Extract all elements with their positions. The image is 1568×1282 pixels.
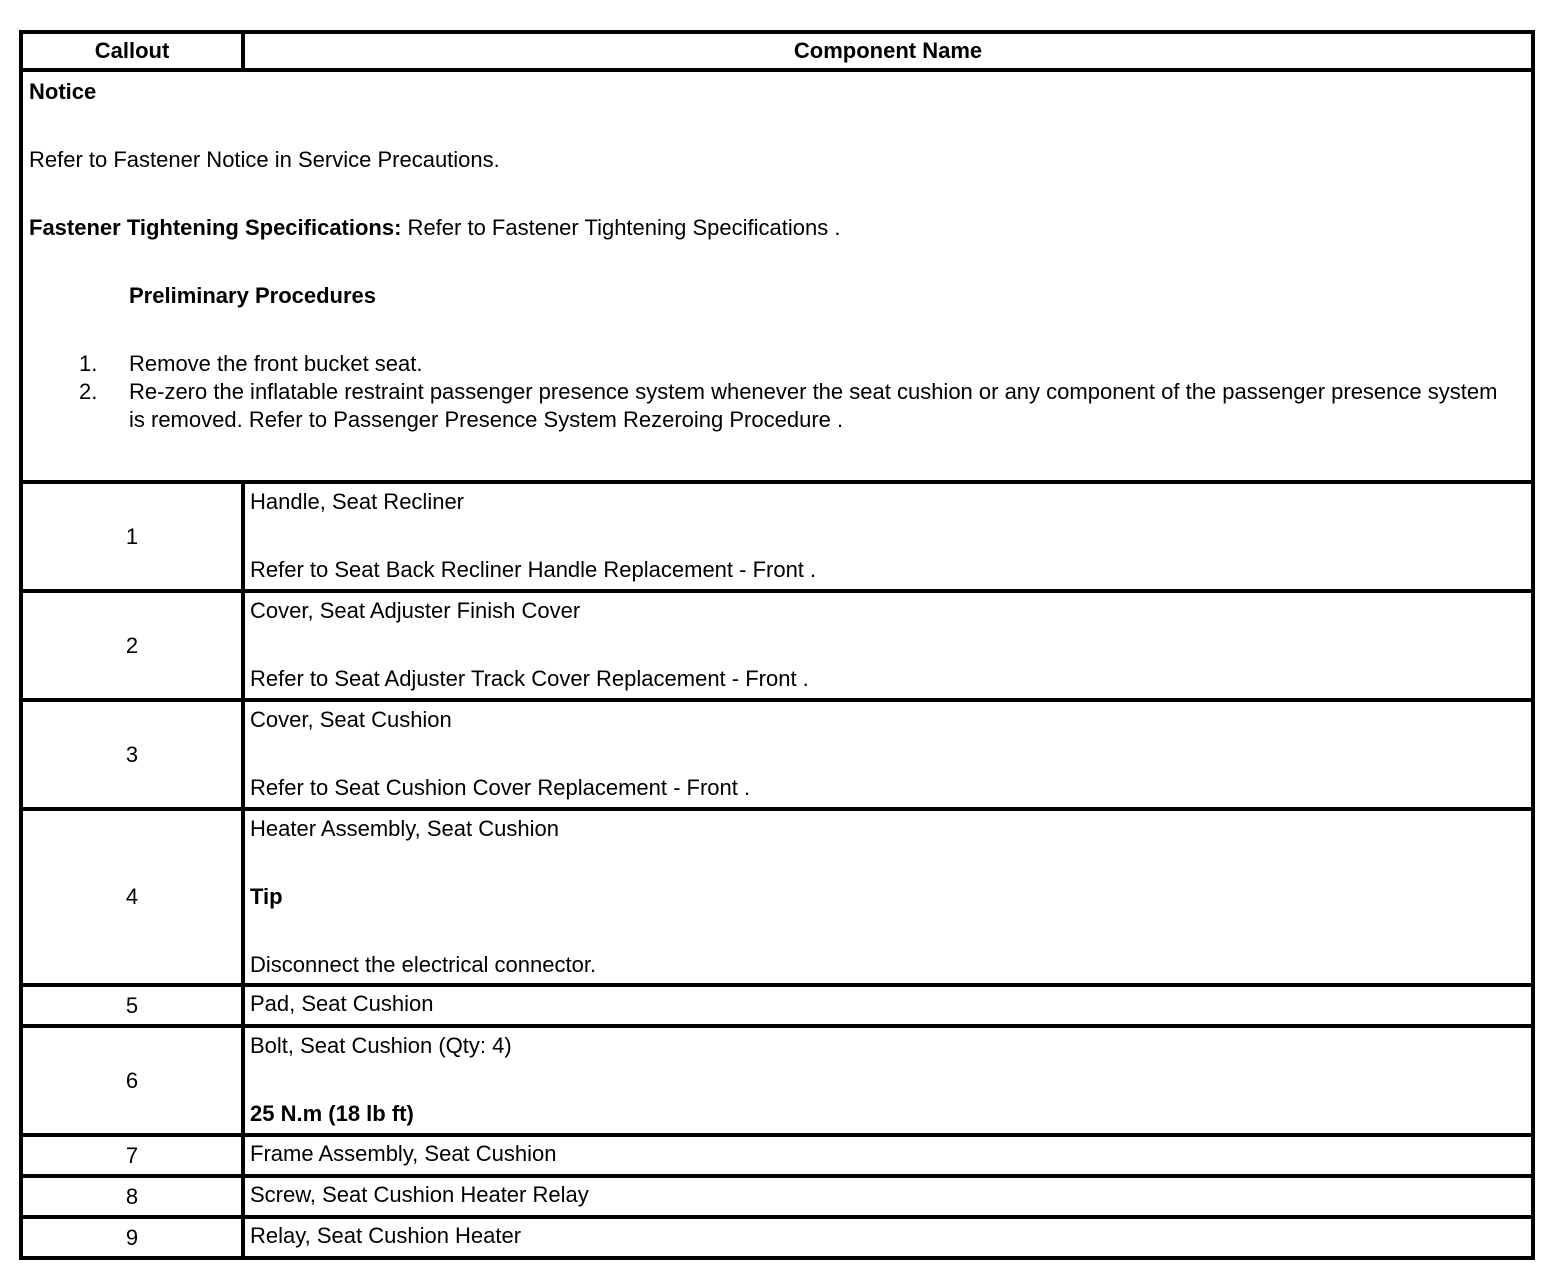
component-name: Cover, Seat Adjuster Finish Cover <box>250 598 581 623</box>
notice-text: Refer to Fastener Notice in Service Precautions. <box>29 147 500 172</box>
table-row <box>21 985 1533 1026</box>
table-row <box>21 1135 1533 1176</box>
table-row <box>21 809 1533 985</box>
component-name-cell <box>243 591 1533 700</box>
callout-number: 9 <box>21 1217 243 1258</box>
component-name: Cover, Seat Cushion <box>250 707 452 732</box>
component-table <box>19 30 1535 1260</box>
list-item <box>29 378 1531 434</box>
callout-number: 6 <box>21 1026 243 1135</box>
header-callout: Callout <box>21 32 243 70</box>
component-detail: Refer to Seat Cushion Cover Replacement - Front . <box>250 775 751 800</box>
table-header-row <box>21 32 1533 70</box>
table-row <box>21 482 1533 591</box>
component-name-cell <box>243 700 1533 809</box>
component-name: Heater Assembly, Seat Cushion <box>250 816 559 841</box>
component-detail: Disconnect the electrical connector. <box>250 952 597 977</box>
notice-cell <box>21 70 1533 482</box>
component-detail: Refer to Seat Back Recliner Handle Replacement - Front . <box>250 557 817 582</box>
step-number: 1. <box>79 351 98 376</box>
table-row <box>21 1176 1533 1217</box>
table-row <box>21 700 1533 809</box>
callout-number: 5 <box>21 985 243 1026</box>
callout-number: 7 <box>21 1135 243 1176</box>
component-name: Bolt, Seat Cushion (Qty: 4) <box>250 1033 512 1058</box>
table-row <box>21 1217 1533 1258</box>
fastener-spec-label: Fastener Tightening Specifications: <box>29 215 402 240</box>
callout-number: 4 <box>21 809 243 985</box>
component-name: Handle, Seat Recliner <box>250 489 465 514</box>
table-row <box>21 591 1533 700</box>
component-name: Relay, Seat Cushion Heater <box>243 1217 1533 1258</box>
fastener-spec <box>29 214 1531 242</box>
step-text: Re-zero the inflatable restraint passenger presence system whenever the seat cushion or any component of the passenger presence system is removed. Refer to Passenger Presence System Rezeroing Procedure . <box>129 379 1498 432</box>
step-text: Remove the front bucket seat. <box>129 351 423 376</box>
component-detail: Refer to Seat Adjuster Track Cover Replacement - Front . <box>250 666 809 691</box>
preliminary-procedures-title: Preliminary Procedures <box>129 283 377 308</box>
component-name-cell <box>243 1026 1533 1135</box>
callout-number: 1 <box>21 482 243 591</box>
notice-row <box>21 70 1533 482</box>
component-name-cell <box>243 482 1533 591</box>
list-item <box>29 350 1531 378</box>
header-component-name: Component Name <box>243 32 1533 70</box>
callout-number: 2 <box>21 591 243 700</box>
tip-label: Tip <box>250 884 283 909</box>
fastener-spec-text: Refer to Fastener Tightening Specifications . <box>401 215 841 240</box>
callout-number: 3 <box>21 700 243 809</box>
component-name: Frame Assembly, Seat Cushion <box>243 1135 1533 1176</box>
preliminary-steps-list <box>29 350 1531 434</box>
component-name: Pad, Seat Cushion <box>243 985 1533 1026</box>
component-name-cell <box>243 809 1533 985</box>
torque-spec: 25 N.m (18 lb ft) <box>250 1101 414 1126</box>
callout-number: 8 <box>21 1176 243 1217</box>
notice-title: Notice <box>29 79 97 104</box>
table-row <box>21 1026 1533 1135</box>
step-number: 2. <box>79 379 98 404</box>
component-name: Screw, Seat Cushion Heater Relay <box>243 1176 1533 1217</box>
